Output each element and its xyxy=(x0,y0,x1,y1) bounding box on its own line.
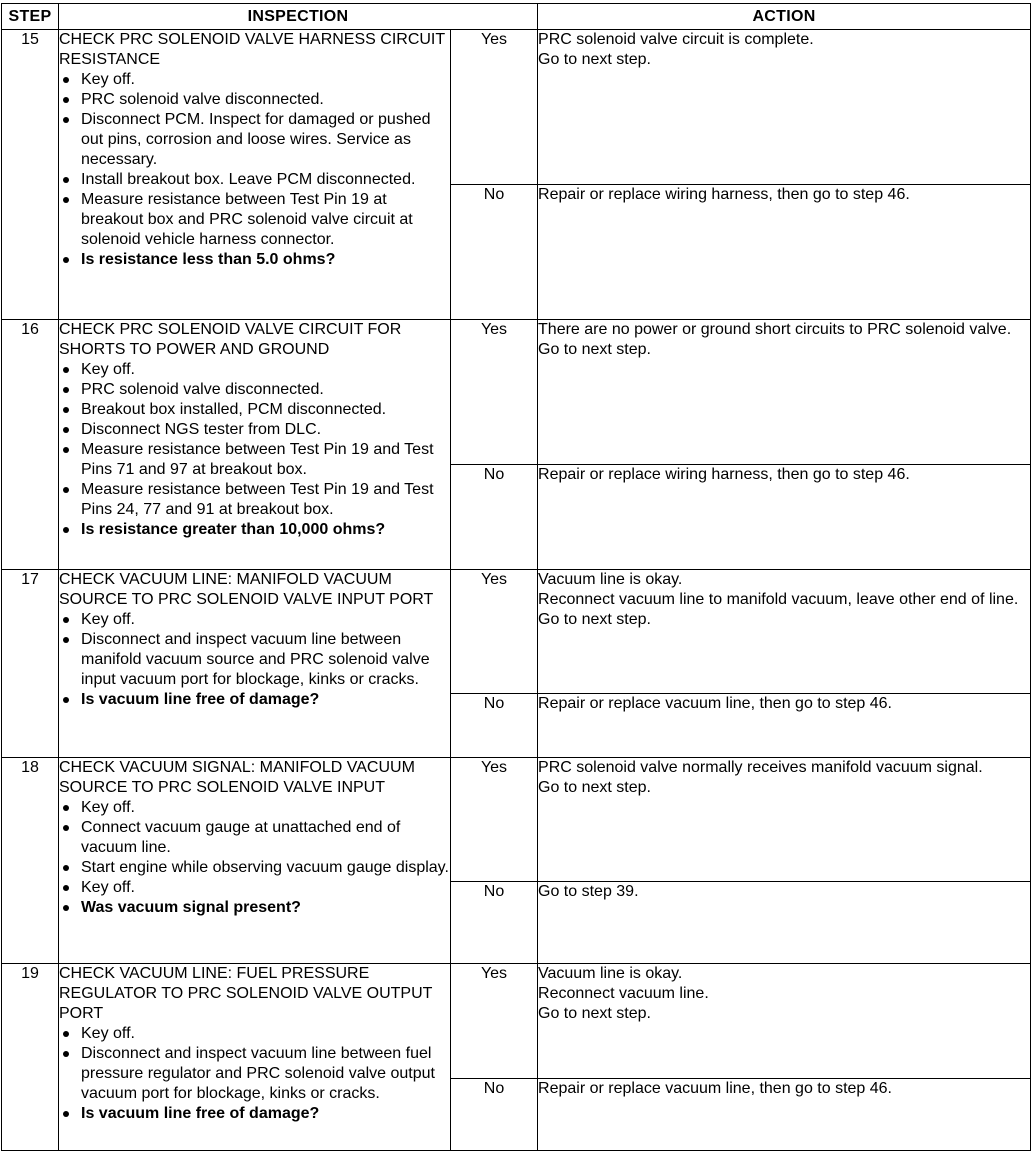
answer-yes: Yes xyxy=(451,30,538,185)
answer-no: No xyxy=(451,694,538,758)
inspection-question: Is resistance greater than 10,000 ohms? xyxy=(59,520,450,540)
inspection-item: Disconnect PCM. Inspect for damaged or pushed out pins, corrosion and loose wires. Service as necessary. xyxy=(59,110,450,170)
inspection-item: Start engine while observing vacuum gauge display. xyxy=(59,858,450,878)
inspection-cell xyxy=(59,30,451,320)
action-line: Go to next step. xyxy=(538,341,651,358)
inspection-list xyxy=(59,798,450,918)
action-line: Repair or replace vacuum line, then go to step 46. xyxy=(538,695,892,712)
inspection-cell xyxy=(59,758,451,964)
inspection-item: Install breakout box. Leave PCM disconnected. xyxy=(59,170,450,190)
inspection-cell xyxy=(59,320,451,570)
action-line: PRC solenoid valve circuit is complete. xyxy=(538,31,814,48)
answer-no: No xyxy=(451,1079,538,1151)
inspection-title: CHECK VACUUM SIGNAL: MANIFOLD VACUUM SOURCE TO PRC SOLENOID VALVE INPUT xyxy=(59,759,415,796)
action-line: Repair or replace wiring harness, then go to step 46. xyxy=(538,186,910,203)
inspection-list xyxy=(59,610,450,710)
action-line: Reconnect vacuum line to manifold vacuum, leave other end of line. xyxy=(538,591,1019,608)
header-inspection: INSPECTION xyxy=(59,4,538,30)
inspection-item: Key off. xyxy=(59,610,450,630)
inspection-item: Breakout box installed, PCM disconnected. xyxy=(59,400,450,420)
action-line: PRC solenoid valve normally receives manifold vacuum signal. xyxy=(538,759,983,776)
action-yes xyxy=(538,570,1031,694)
inspection-title: CHECK PRC SOLENOID VALVE CIRCUIT FOR SHORTS TO POWER AND GROUND xyxy=(59,321,402,358)
step-row xyxy=(2,320,1031,465)
action-line: Go to next step. xyxy=(538,51,651,68)
header-action: ACTION xyxy=(538,4,1031,30)
action-yes xyxy=(538,30,1031,185)
inspection-item: PRC solenoid valve disconnected. xyxy=(59,90,450,110)
answer-no: No xyxy=(451,185,538,320)
step-row xyxy=(2,758,1031,882)
inspection-item: Measure resistance between Test Pin 19 at breakout box and PRC solenoid valve circuit at solenoid vehicle harness connector. xyxy=(59,190,450,250)
answer-no: No xyxy=(451,465,538,570)
action-line: Go to next step. xyxy=(538,1005,651,1022)
step-number: 15 xyxy=(2,30,59,320)
inspection-question: Is vacuum line free of damage? xyxy=(59,1104,450,1124)
inspection-item: Key off. xyxy=(59,798,450,818)
inspection-title: CHECK PRC SOLENOID VALVE HARNESS CIRCUIT RESISTANCE xyxy=(59,31,445,68)
inspection-item: Disconnect and inspect vacuum line between manifold vacuum source and PRC solenoid valve input vacuum port for blockage, kinks or cracks. xyxy=(59,630,450,690)
action-line: Go to step 39. xyxy=(538,883,639,900)
action-line: Reconnect vacuum line. xyxy=(538,985,709,1002)
action-line: Vacuum line is okay. xyxy=(538,965,683,982)
diagnostic-table xyxy=(1,3,1031,1151)
step-number: 18 xyxy=(2,758,59,964)
action-line: Vacuum line is okay. xyxy=(538,571,683,588)
inspection-title: CHECK VACUUM LINE: MANIFOLD VACUUM SOURCE TO PRC SOLENOID VALVE INPUT PORT xyxy=(59,571,434,608)
step-row xyxy=(2,30,1031,185)
action-no xyxy=(538,465,1031,570)
inspection-item: Key off. xyxy=(59,360,450,380)
inspection-item: Key off. xyxy=(59,70,450,90)
action-line: Repair or replace vacuum line, then go to step 46. xyxy=(538,1080,892,1097)
action-line: Repair or replace wiring harness, then go to step 46. xyxy=(538,466,910,483)
inspection-item: Disconnect NGS tester from DLC. xyxy=(59,420,450,440)
inspection-list xyxy=(59,70,450,270)
inspection-item: Measure resistance between Test Pin 19 and Test Pins 24, 77 and 91 at breakout box. xyxy=(59,480,450,520)
inspection-question: Was vacuum signal present? xyxy=(59,898,450,918)
inspection-question: Is vacuum line free of damage? xyxy=(59,690,450,710)
inspection-item: PRC solenoid valve disconnected. xyxy=(59,380,450,400)
step-number: 19 xyxy=(2,964,59,1151)
inspection-item: Key off. xyxy=(59,1024,450,1044)
action-no xyxy=(538,882,1031,964)
header-step: STEP xyxy=(2,4,59,30)
inspection-list xyxy=(59,1024,450,1124)
step-number: 17 xyxy=(2,570,59,758)
action-no xyxy=(538,694,1031,758)
action-line: Go to next step. xyxy=(538,611,651,628)
header-row xyxy=(2,4,1031,30)
step-row xyxy=(2,570,1031,694)
inspection-title: CHECK VACUUM LINE: FUEL PRESSURE REGULATOR TO PRC SOLENOID VALVE OUTPUT PORT xyxy=(59,965,433,1022)
action-line: Go to next step. xyxy=(538,779,651,796)
answer-yes: Yes xyxy=(451,320,538,465)
answer-yes: Yes xyxy=(451,964,538,1079)
inspection-item: Connect vacuum gauge at unattached end of vacuum line. xyxy=(59,818,450,858)
answer-yes: Yes xyxy=(451,570,538,694)
action-line: There are no power or ground short circuits to PRC solenoid valve. xyxy=(538,321,1012,338)
action-yes xyxy=(538,320,1031,465)
action-yes xyxy=(538,758,1031,882)
action-no xyxy=(538,185,1031,320)
answer-yes: Yes xyxy=(451,758,538,882)
inspection-cell xyxy=(59,964,451,1151)
action-yes xyxy=(538,964,1031,1079)
inspection-list xyxy=(59,360,450,540)
inspection-item: Key off. xyxy=(59,878,450,898)
inspection-item: Measure resistance between Test Pin 19 and Test Pins 71 and 97 at breakout box. xyxy=(59,440,450,480)
table-body xyxy=(2,30,1031,1151)
inspection-question: Is resistance less than 5.0 ohms? xyxy=(59,250,450,270)
inspection-cell xyxy=(59,570,451,758)
inspection-item: Disconnect and inspect vacuum line between fuel pressure regulator and PRC solenoid valve output vacuum port for blockage, kinks or cracks. xyxy=(59,1044,450,1104)
step-number: 16 xyxy=(2,320,59,570)
action-no xyxy=(538,1079,1031,1151)
step-row xyxy=(2,964,1031,1079)
answer-no: No xyxy=(451,882,538,964)
